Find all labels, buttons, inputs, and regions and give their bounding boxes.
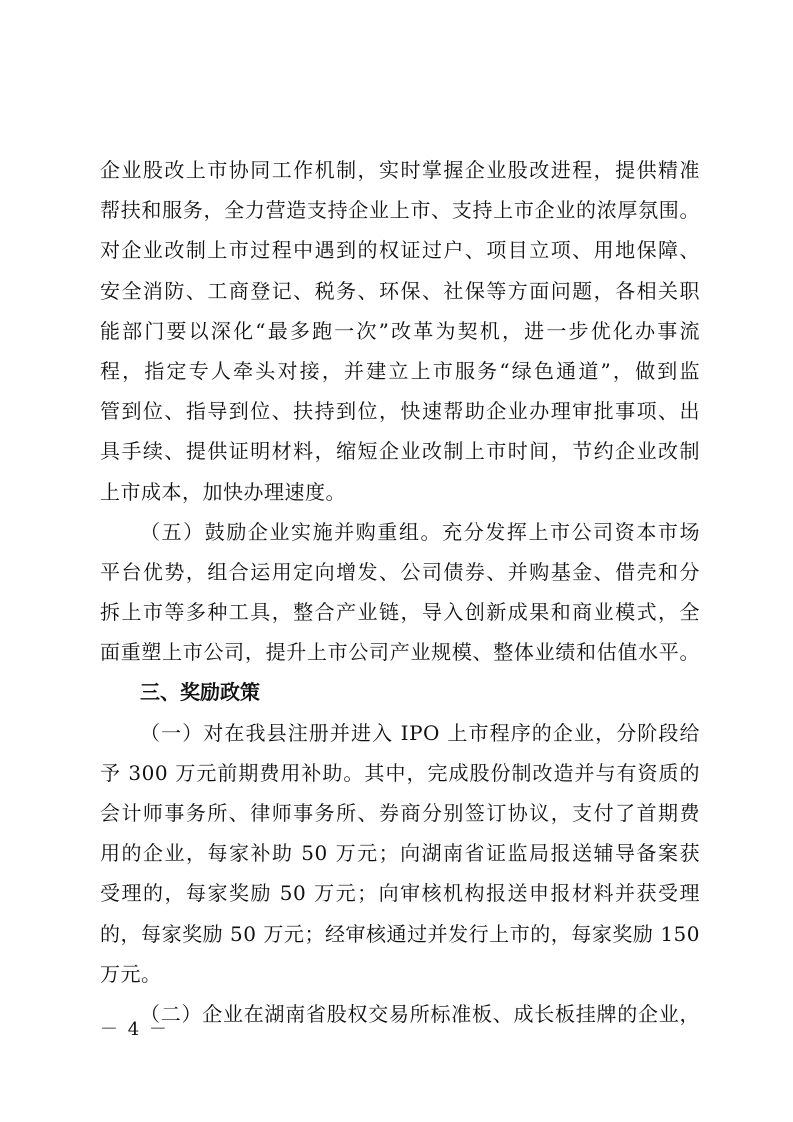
text-line: 的，每家奖励 50 万元；经审核通过并发行上市的，每家奖励 150 bbox=[100, 921, 700, 946]
text-line: 安全消防、工商登记、税务、环保、社保等方面问题，各相关职 bbox=[100, 278, 700, 303]
text-line: 平台优势，组合运用定向增发、公司债券、并购基金、借壳和分 bbox=[100, 559, 700, 584]
text-line: 面重塑上市公司，提升上市公司产业规模、整体业绩和估值水平。 bbox=[100, 640, 700, 665]
text-line: （二）企业在湖南省股权交易所标准板、成长板挂牌的企业， bbox=[140, 1001, 700, 1026]
text-line: 对企业改制上市过程中遇到的权证过户、项目立项、用地保障、 bbox=[100, 238, 700, 263]
section-heading: 三、奖励政策 bbox=[140, 680, 260, 705]
text-line: 用的企业，每家补助 50 万元；向湖南省证监局报送辅导备案获 bbox=[100, 841, 700, 866]
text-line: 受理的，每家奖励 50 万元；向审核机构报送申报材料并获受理 bbox=[100, 881, 700, 906]
text-line: 上市成本，加快办理速度。 bbox=[100, 479, 346, 504]
text-line: 予 300 万元前期费用补助。其中，完成股份制改造并与有资质的 bbox=[100, 760, 700, 785]
page-number: － 4 － bbox=[100, 1019, 169, 1040]
text-line: 会计师事务所、律师事务所、券商分别签订协议，支付了首期费 bbox=[100, 801, 700, 825]
text-line: 具手续、提供证明材料，缩短企业改制上市时间，节约企业改制 bbox=[100, 439, 700, 464]
document-body bbox=[100, 150, 700, 1034]
text-line: 能部门要以深化“最多跑一次”改革为契机，进一步优化办事流 bbox=[100, 318, 700, 343]
text-line: （五）鼓励企业实施并购重组。充分发挥上市公司资本市场 bbox=[140, 519, 700, 544]
text-line: 帮扶和服务，全力营造支持企业上市、支持上市企业的浓厚氛围。 bbox=[100, 198, 700, 223]
text-line: 管到位、指导到位、扶持到位，快速帮助企业办理审批事项、出 bbox=[100, 399, 700, 424]
text-line: 企业股改上市协同工作机制，实时掌握企业股改进程，提供精准 bbox=[100, 158, 700, 182]
text-line: （一）对在我县注册并进入 IPO 上市程序的企业，分阶段给 bbox=[140, 720, 700, 745]
text-line: 程，指定专人牵头对接，并建立上市服务“绿色通道”，做到监 bbox=[100, 358, 700, 383]
text-line: 拆上市等多种工具，整合产业链，导入创新成果和商业模式，全 bbox=[100, 600, 700, 625]
text-line: 万元。 bbox=[100, 961, 162, 986]
